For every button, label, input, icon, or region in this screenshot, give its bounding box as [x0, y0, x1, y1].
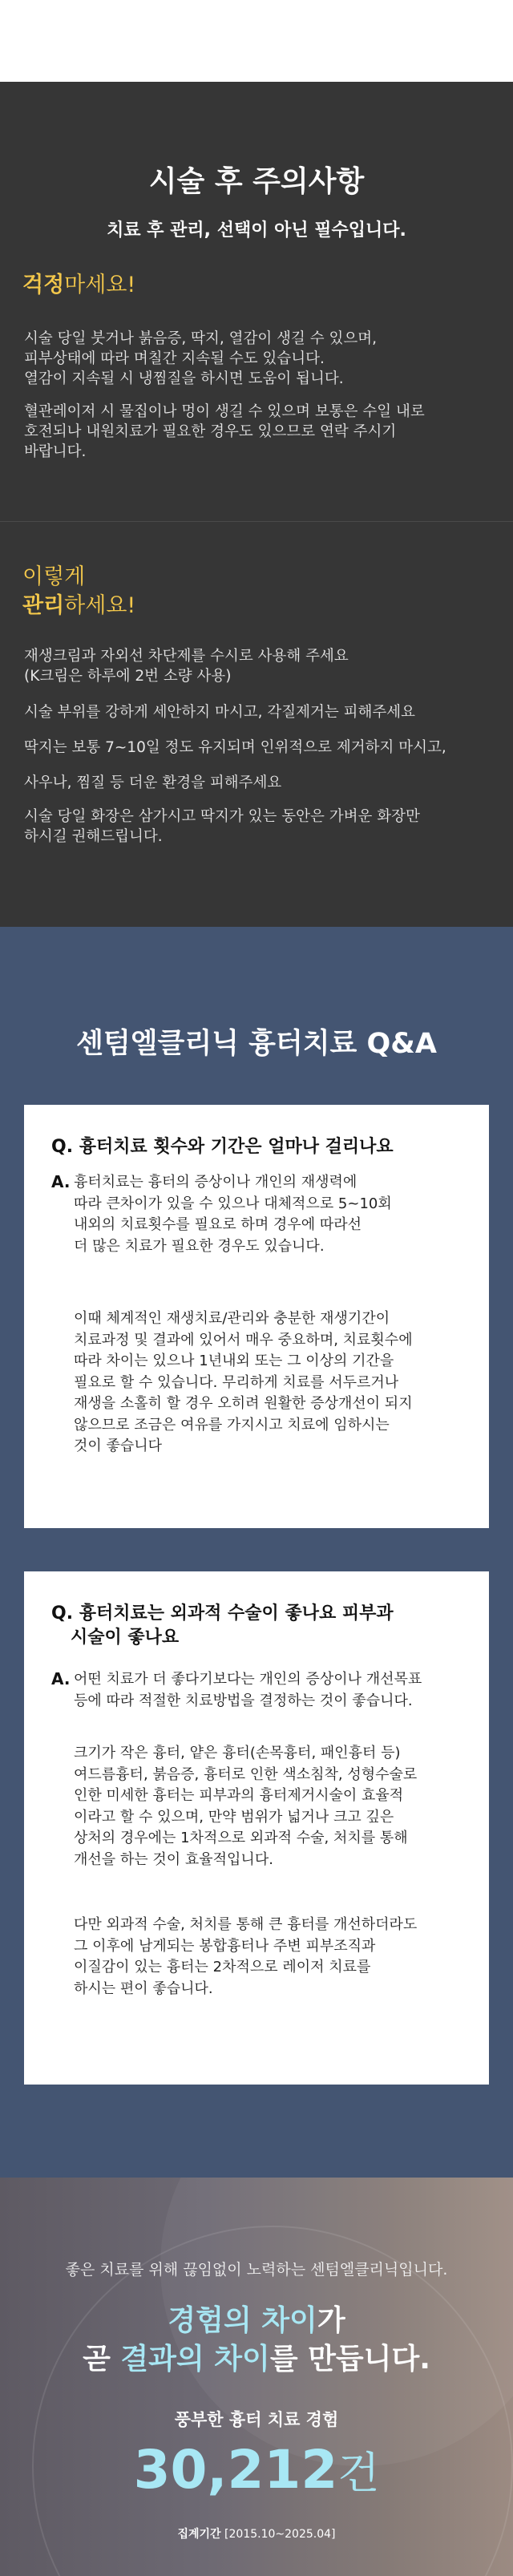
headline-highlight: 경험의 차이 — [168, 2304, 317, 2337]
headline-text: 곧 — [83, 2343, 121, 2376]
text-line: 시술이 좋나요 — [71, 1628, 180, 1648]
qa-card — [24, 1571, 489, 2085]
aftercare-title: 시술 후 주의사항 — [148, 165, 365, 198]
text-line: 상처의 경우에는 1차적으로 외과적 수술, 처치를 통해 — [74, 1830, 408, 1846]
qa-card — [24, 1105, 489, 1528]
banner-headline-line1 — [0, 2298, 513, 2339]
text-line: 사우나, 찜질 등 더운 환경을 피해주세요 — [24, 774, 282, 791]
text-line: 호전되나 내원치료가 필요한 경우도 있으므로 연락 주시기 — [24, 423, 397, 440]
headline-text: 가 — [317, 2304, 345, 2337]
text-line: 바랍니다. — [24, 443, 87, 460]
text-line: 시술 부위를 강하게 세안하지 마시고, 각질제거는 피해주세요 — [24, 704, 415, 721]
text-line: 더 많은 치료가 필요한 경우도 있습니다. — [74, 1237, 325, 1255]
text-line: 열감이 지속될 시 냉찜질을 하시면 도움이 됩니다. — [24, 370, 344, 387]
manage-item-4 — [24, 773, 481, 793]
text-line: 이때 체계적인 재생치료/관리와 충분한 재생기간이 — [74, 1310, 390, 1327]
qa-answer-paragraph-1 — [74, 1172, 458, 1257]
qa-section — [0, 927, 513, 2178]
text-line: 필요로 할 수 있습니다. 무리하게 치료를 서두르거나 — [74, 1373, 399, 1391]
text-line: 여드름흉터, 붉음증, 흉터로 인한 색소침착, 성형수술로 — [74, 1765, 418, 1783]
period-label: 집계기간 — [177, 2528, 221, 2541]
experience-banner — [0, 2178, 513, 2576]
qa-answer-paragraph-3 — [74, 1915, 458, 2000]
text-line: 흉터치료는 흉터의 증상이나 개인의 재생력에 — [74, 1174, 357, 1191]
worry-heading-bold: 걱정 — [22, 273, 65, 297]
worry-heading-rest: 마세요! — [64, 273, 136, 297]
qa-answer-paragraph-1 — [74, 1669, 458, 1712]
text-line: 피부상태에 따라 며칠간 지속될 수도 있습니다. — [24, 350, 325, 367]
headline-highlight: 결과의 차이 — [120, 2343, 270, 2376]
manage-heading-rest: 하세요! — [64, 593, 136, 618]
text-line: 하시는 편이 좋습니다. — [74, 1980, 213, 1997]
worry-paragraph-1 — [24, 329, 481, 389]
text-line: 인한 미세한 흉터는 피부과의 흉터제거시술이 효율적 — [74, 1787, 404, 1804]
aftercare-subtitle: 치료 후 관리, 선택이 아닌 필수입니다. — [107, 220, 406, 241]
text-line: 등에 따라 적절한 치료방법을 결정하는 것이 좋습니다. — [74, 1692, 413, 1709]
worry-heading — [22, 271, 135, 300]
text-line: 그 이후에 남게되는 봉합흉터나 주변 피부조직과 — [74, 1937, 376, 1955]
qa-answer-paragraph-2 — [74, 1308, 458, 1458]
qa-question — [51, 1602, 394, 1650]
text-line: 개선을 하는 것이 효율적입니다. — [74, 1850, 273, 1868]
answer-mark: A. — [51, 1172, 71, 1191]
experience-count — [0, 2439, 513, 2501]
period-value: [2015.10~2025.04] — [220, 2528, 336, 2541]
text-line: 따라 차이는 있으나 1년내외 또는 그 이상의 기간을 — [74, 1353, 394, 1369]
manage-item-2 — [24, 702, 481, 722]
text-line: 것이 좋습니다 — [74, 1438, 163, 1454]
count-unit: 건 — [337, 2448, 380, 2498]
text-line: 이라고 할 수 있으며, 만약 범위가 넓거나 크고 깊은 — [74, 1808, 394, 1826]
text-line: 어떤 치료가 더 좋다기보다는 개인의 증상이나 개선목표 — [74, 1671, 422, 1688]
text-line: 재생을 소홀히 할 경우 오히려 원활한 증상개선이 되지 — [74, 1395, 413, 1412]
text-line: 내외의 치료횟수를 필요로 하며 경우에 따라선 — [74, 1216, 362, 1233]
aftercare-section — [0, 82, 513, 927]
section-divider — [0, 521, 513, 522]
banner-headline-line2 — [0, 2336, 513, 2377]
manage-heading-line1: 이렇게 — [22, 564, 86, 589]
text-line: 하시길 권해드립니다. — [24, 828, 163, 845]
aggregation-period — [0, 2525, 513, 2542]
worry-paragraph-2 — [24, 402, 481, 462]
text-line: 다만 외과적 수술, 처치를 통해 큰 흉터를 개선하더라도 — [74, 1916, 418, 1933]
qa-title: 센텀엘클리닉 흉터치료 Q&A — [76, 1028, 437, 1060]
qa-question — [51, 1135, 394, 1159]
text-line: 시술 당일 화장은 삼가시고 딱지가 있는 동안은 가벼운 화장만 — [24, 808, 420, 825]
text-line: 딱지는 보통 7~10일 정도 유지되며 인위적으로 제거하지 마시고, — [24, 739, 446, 756]
text-line: 따라 큰차이가 있을 수 있으나 대체적으로 5~10회 — [74, 1195, 392, 1212]
text-line: Q. 흉터치료는 외과적 수술이 좋나요 피부과 — [51, 1603, 394, 1624]
answer-mark: A. — [51, 1669, 71, 1688]
experience-label: 풍부한 흉터 치료 경험 — [174, 2410, 339, 2429]
manage-item-3 — [24, 738, 481, 758]
text-line: Q. 흉터치료 횟수와 기간은 얼마나 걸리나요 — [51, 1137, 394, 1157]
count-number: 30,212 — [133, 2439, 338, 2501]
banner-intro: 좋은 치료를 위해 끊임없이 노력하는 센텀엘클리닉입니다. — [65, 2261, 448, 2279]
text-line: 재생크림과 자외선 차단제를 수시로 사용해 주세요 — [24, 648, 349, 665]
text-line: 않으므로 조금은 여유를 가지시고 치료에 임하시는 — [74, 1416, 390, 1434]
manage-item-1 — [24, 646, 481, 686]
text-line: (K크림은 하루에 2번 소량 사용) — [24, 668, 232, 685]
text-line: 크기가 작은 흉터, 얕은 흉터(손목흉터, 패인흉터 등) — [74, 1745, 401, 1761]
headline-text: 를 만듭니다. — [269, 2343, 430, 2376]
text-line: 이질감이 있는 흉터는 2차적으로 레이저 치료를 — [74, 1959, 371, 1975]
manage-heading-bold: 관리 — [22, 593, 65, 618]
text-line: 시술 당일 붓거나 붉음증, 딱지, 열감이 생길 수 있으며, — [24, 330, 377, 347]
text-line: 치료과정 및 결과에 있어서 매우 중요하며, 치료횟수에 — [74, 1331, 413, 1349]
text-line: 혈관레이저 시 물집이나 멍이 생길 수 있으며 보통은 수일 내로 — [24, 403, 425, 420]
manage-item-5 — [24, 807, 481, 847]
qa-answer-paragraph-2 — [74, 1743, 458, 1870]
manage-heading — [22, 563, 135, 621]
